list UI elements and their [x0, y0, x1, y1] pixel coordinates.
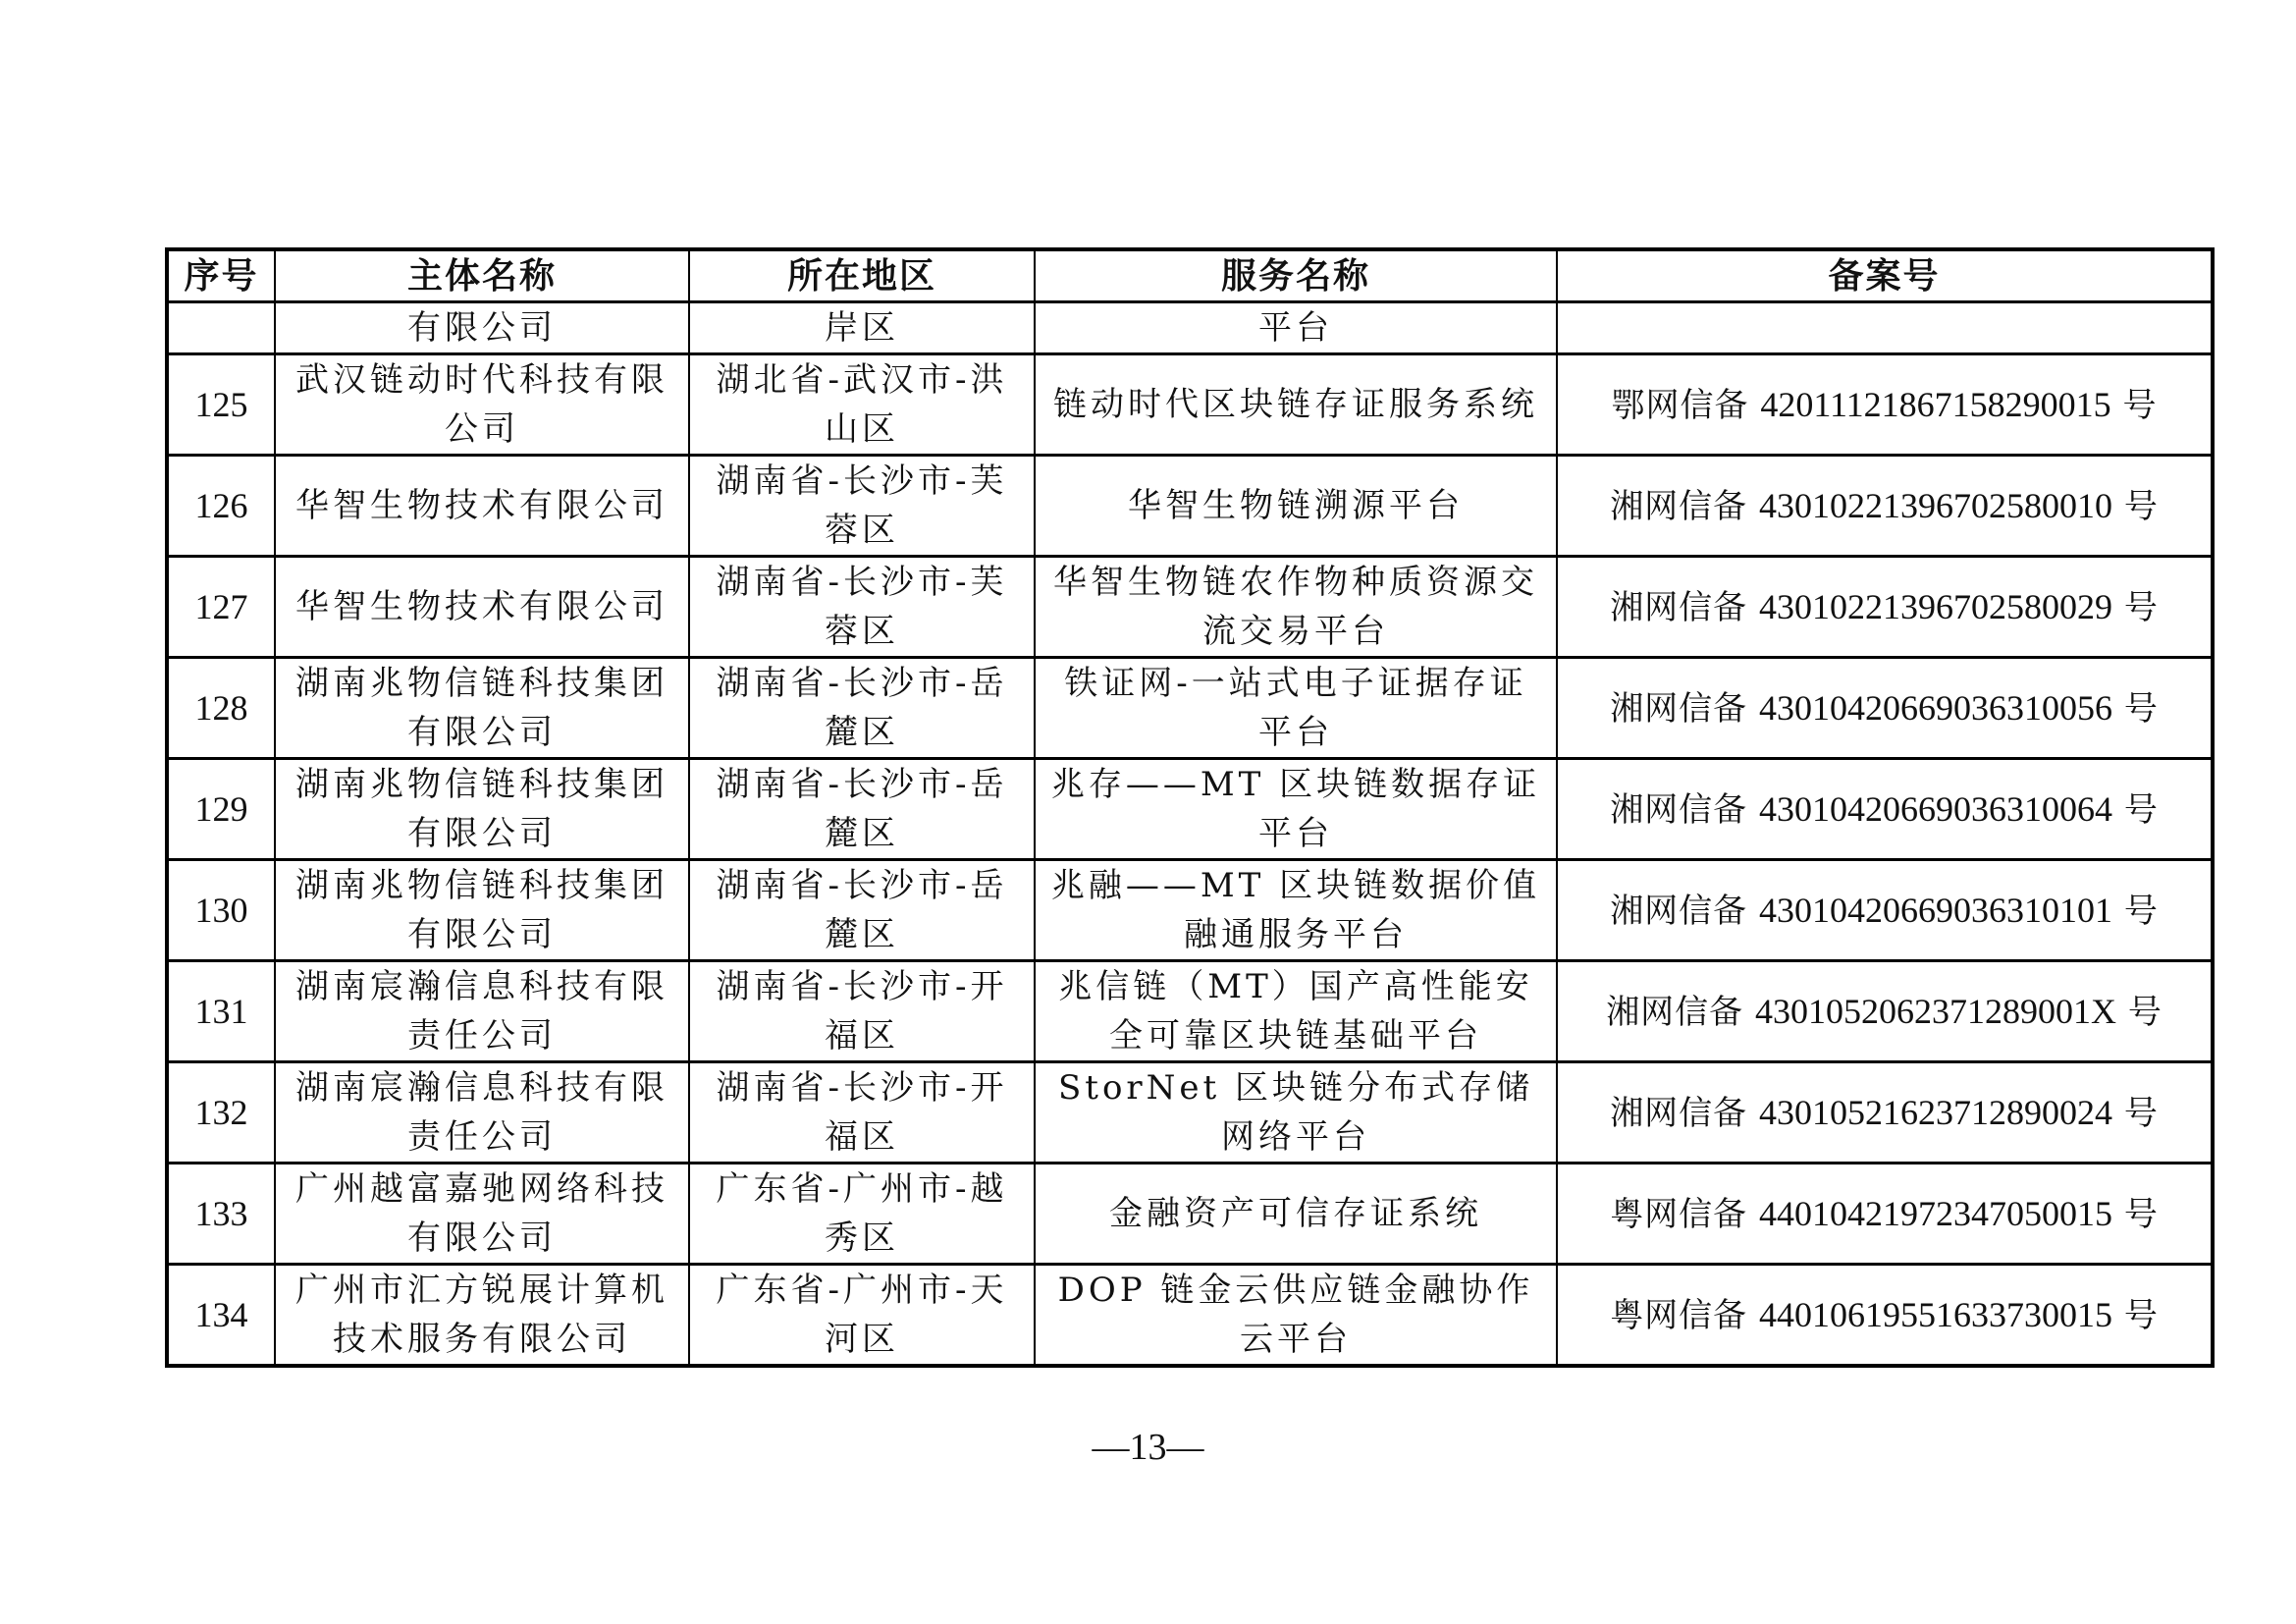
cell-service: 华智生物链农作物种质资源交流交易平台 — [1035, 557, 1557, 658]
record-prefix: 湘网信备 — [1610, 891, 1748, 931]
record-prefix: 湘网信备 — [1606, 992, 1744, 1032]
record-suffix: 号 — [2123, 587, 2159, 627]
cell-entity: 广州越富嘉驰网络科技有限公司 — [275, 1164, 689, 1265]
cell-entity: 湖南兆物信链科技集团有限公司 — [275, 860, 689, 961]
cell-service: StorNet 区块链分布式存储网络平台 — [1035, 1062, 1557, 1164]
cell-index: 129 — [167, 759, 275, 860]
cell-record — [1557, 961, 2213, 1062]
cell-region: 湖北省-武汉市-洪山区 — [689, 354, 1035, 456]
cell-entity: 湖南兆物信链科技集团有限公司 — [275, 759, 689, 860]
record-suffix: 号 — [2123, 1194, 2159, 1234]
cell-index: 131 — [167, 961, 275, 1062]
cell-entity: 广州市汇方锐展计算机技术服务有限公司 — [275, 1265, 689, 1367]
cell-service: 兆融——MT 区块链数据价值融通服务平台 — [1035, 860, 1557, 961]
record-number: 4301052062371289001X — [1755, 991, 2116, 1031]
cell-index — [167, 302, 275, 354]
record-prefix: 粤网信备 — [1610, 1295, 1748, 1335]
table-row — [167, 961, 2213, 1062]
cell-service: 华智生物链溯源平台 — [1035, 456, 1557, 557]
record-prefix: 粤网信备 — [1610, 1194, 1748, 1234]
cell-region: 湖南省-长沙市-岳麓区 — [689, 658, 1035, 759]
record-number: 43010521623712890024 — [1759, 1092, 2112, 1132]
cell-region: 湖南省-长沙市-开福区 — [689, 1062, 1035, 1164]
cell-service: DOP 链金云供应链金融协作云平台 — [1035, 1265, 1557, 1367]
cell-service: 金融资产可信存证系统 — [1035, 1164, 1557, 1265]
cell-entity: 武汉链动时代科技有限公司 — [275, 354, 689, 456]
record-number: 43010420669036310101 — [1759, 890, 2112, 930]
table-row — [167, 860, 2213, 961]
cell-region: 湖南省-长沙市-芙蓉区 — [689, 557, 1035, 658]
cell-index: 130 — [167, 860, 275, 961]
cell-index: 127 — [167, 557, 275, 658]
cell-service: 平台 — [1035, 302, 1557, 354]
table-row — [167, 1062, 2213, 1164]
record-prefix: 湘网信备 — [1610, 587, 1748, 627]
record-suffix: 号 — [2123, 1295, 2159, 1335]
header-entity: 主体名称 — [275, 249, 689, 302]
cell-record — [1557, 658, 2213, 759]
record-number: 42011121867158290015 — [1760, 384, 2111, 424]
cell-entity: 有限公司 — [275, 302, 689, 354]
cell-record — [1557, 1265, 2213, 1367]
record-suffix: 号 — [2123, 1093, 2159, 1133]
cell-region: 广东省-广州市-天河区 — [689, 1265, 1035, 1367]
page-number: —13— — [1092, 1427, 1204, 1468]
record-prefix: 湘网信备 — [1610, 1093, 1748, 1133]
cell-service: 兆信链（MT）国产高性能安全可靠区块链基础平台 — [1035, 961, 1557, 1062]
table-row — [167, 354, 2213, 456]
cell-entity: 华智生物技术有限公司 — [275, 557, 689, 658]
table-row — [167, 1265, 2213, 1367]
cell-region: 岸区 — [689, 302, 1035, 354]
cell-service: 铁证网-一站式电子证据存证平台 — [1035, 658, 1557, 759]
cell-index: 128 — [167, 658, 275, 759]
record-number: 43010420669036310056 — [1759, 687, 2112, 728]
cell-index: 126 — [167, 456, 275, 557]
cell-region: 湖南省-长沙市-岳麓区 — [689, 759, 1035, 860]
table-row — [167, 1164, 2213, 1265]
header-record: 备案号 — [1557, 249, 2213, 302]
record-number: 43010221396702580029 — [1759, 586, 2112, 626]
cell-record — [1557, 557, 2213, 658]
table-row — [167, 759, 2213, 860]
cell-entity: 湖南宸瀚信息科技有限责任公司 — [275, 1062, 689, 1164]
cell-region: 湖南省-长沙市-岳麓区 — [689, 860, 1035, 961]
cell-record — [1557, 759, 2213, 860]
cell-record — [1557, 860, 2213, 961]
header-service: 服务名称 — [1035, 249, 1557, 302]
cell-record — [1557, 302, 2213, 354]
cell-region: 广东省-广州市-越秀区 — [689, 1164, 1035, 1265]
table-row — [167, 456, 2213, 557]
cell-entity: 华智生物技术有限公司 — [275, 456, 689, 557]
record-prefix: 湘网信备 — [1610, 789, 1748, 830]
header-region: 所在地区 — [689, 249, 1035, 302]
cell-index: 134 — [167, 1265, 275, 1367]
record-suffix: 号 — [2127, 992, 2163, 1032]
table-row — [167, 658, 2213, 759]
record-prefix: 湘网信备 — [1610, 688, 1748, 729]
cell-record — [1557, 354, 2213, 456]
cell-record — [1557, 1062, 2213, 1164]
record-suffix: 号 — [2123, 891, 2159, 931]
record-number: 44010619551633730015 — [1759, 1294, 2112, 1334]
record-prefix: 湘网信备 — [1610, 486, 1748, 526]
record-prefix: 鄂网信备 — [1611, 385, 1749, 425]
record-number: 44010421972347050015 — [1759, 1193, 2112, 1233]
table-header-row — [167, 249, 2213, 302]
cell-record — [1557, 1164, 2213, 1265]
cell-service: 兆存——MT 区块链数据存证平台 — [1035, 759, 1557, 860]
record-suffix: 号 — [2123, 789, 2159, 830]
cell-record — [1557, 456, 2213, 557]
record-number: 43010420669036310064 — [1759, 788, 2112, 829]
record-suffix: 号 — [2122, 385, 2158, 425]
cell-index: 125 — [167, 354, 275, 456]
cell-index: 133 — [167, 1164, 275, 1265]
header-index: 序号 — [167, 249, 275, 302]
cell-entity: 湖南宸瀚信息科技有限责任公司 — [275, 961, 689, 1062]
cell-region: 湖南省-长沙市-芙蓉区 — [689, 456, 1035, 557]
cell-region: 湖南省-长沙市-开福区 — [689, 961, 1035, 1062]
record-number: 43010221396702580010 — [1759, 485, 2112, 525]
record-suffix: 号 — [2123, 688, 2159, 729]
cell-entity: 湖南兆物信链科技集团有限公司 — [275, 658, 689, 759]
cell-index: 132 — [167, 1062, 275, 1164]
continuation-row — [167, 302, 2213, 354]
record-suffix: 号 — [2123, 486, 2159, 526]
cell-service: 链动时代区块链存证服务系统 — [1035, 354, 1557, 456]
filing-table — [165, 247, 2215, 1368]
table-row — [167, 557, 2213, 658]
